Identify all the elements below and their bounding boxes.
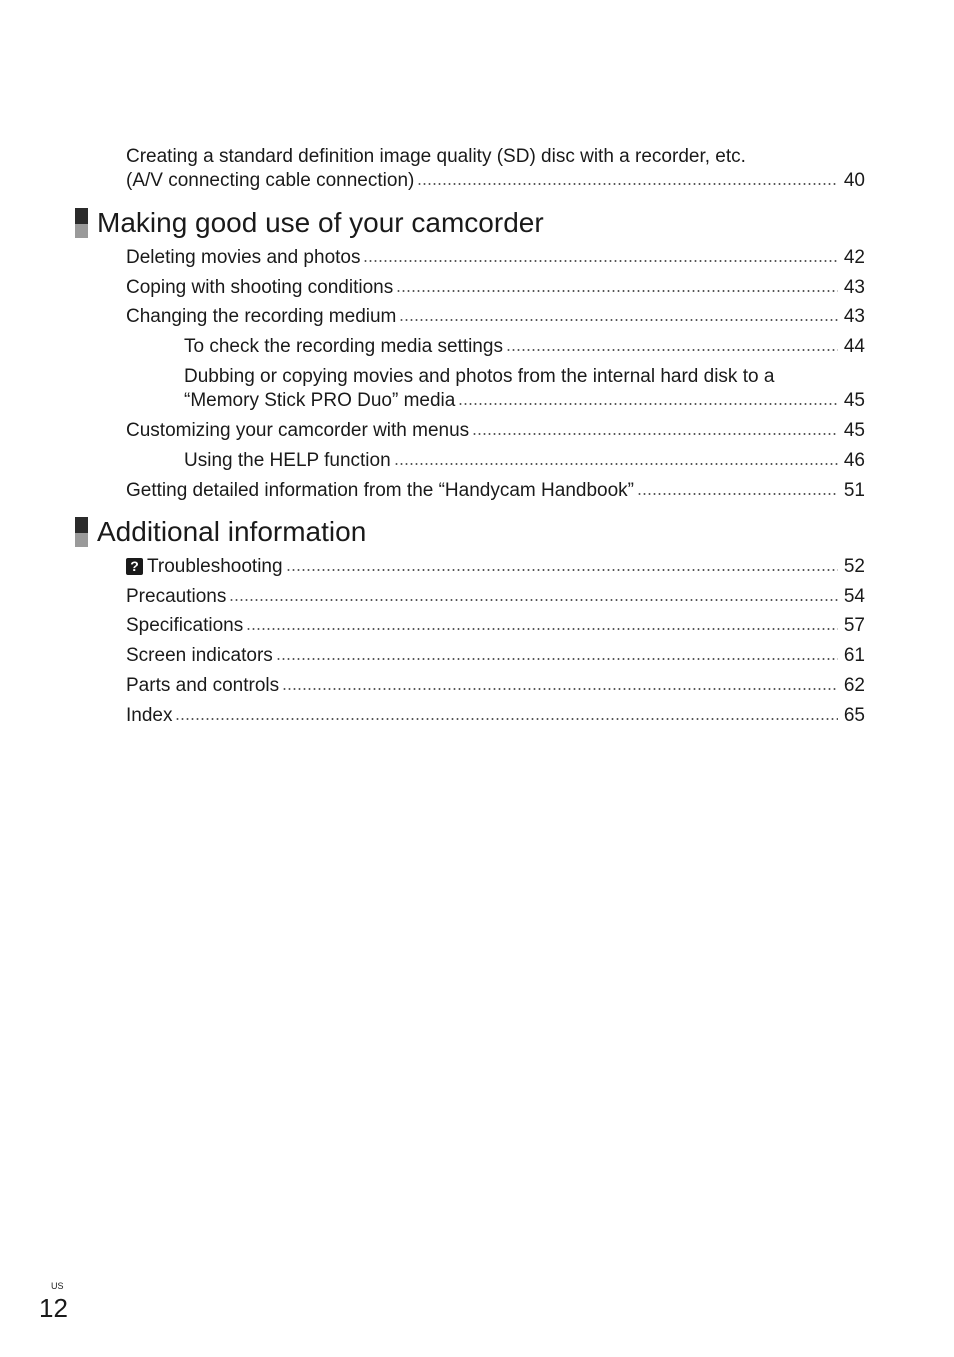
toc-entry-title-line1: Creating a standard definition image quality (SD) disc with a recorder, etc. [126, 146, 746, 167]
toc-entry-page: 65 [843, 705, 865, 726]
toc-entry-title-line1: Dubbing or copying movies and photos from the internal hard disk to a [184, 366, 775, 387]
toc-entry-title: Getting detailed information from the “Handycam Handbook” [126, 480, 634, 501]
toc-entry-title: Precautions [126, 586, 227, 607]
dot-leader [637, 492, 838, 496]
toc-entry-title: Customizing your camcorder with menus [126, 420, 470, 441]
toc-entry-troubleshooting[interactable] [126, 555, 865, 579]
toc-entry-title: (A/V connecting cable connection) [126, 170, 415, 191]
toc-entry-specifications[interactable] [126, 614, 865, 638]
toc-entry-page: 45 [843, 390, 865, 411]
toc-entry-title: Parts and controls [126, 675, 280, 696]
toc-entry-dubbing-copying[interactable] [184, 365, 865, 413]
toc-entry-title: Index [126, 705, 173, 726]
footer-page-number: 12 [39, 1293, 68, 1323]
dot-leader [175, 717, 837, 721]
dot-leader [399, 318, 837, 322]
toc-entry-title: Using the HELP function [184, 450, 391, 471]
toc-entry-page: 43 [843, 306, 865, 327]
toc-entry-precautions[interactable] [126, 585, 865, 609]
dot-leader [396, 289, 838, 293]
toc-entry-handycam-handbook[interactable] [126, 479, 865, 503]
toc-entry-parts-controls[interactable] [126, 674, 865, 698]
toc-entry-title: “Memory Stick PRO Duo” media [184, 390, 456, 411]
toc-entry-page: 42 [843, 247, 865, 268]
dot-leader [276, 657, 838, 661]
toc-entry-page: 45 [843, 420, 865, 441]
toc-entry-index[interactable] [126, 704, 865, 728]
toc-entry-page: 54 [843, 586, 865, 607]
toc-entry-page: 62 [843, 675, 865, 696]
dot-leader [417, 182, 838, 186]
toc-entry-title: Troubleshooting [147, 556, 283, 577]
toc-entry-screen-indicators[interactable] [126, 644, 865, 668]
toc-entry-title: Deleting movies and photos [126, 247, 361, 268]
section-title: Additional information [97, 516, 367, 547]
toc-entry-page: 51 [843, 480, 865, 501]
footer-language-code: US [51, 1281, 64, 1291]
toc-entry-page: 61 [843, 645, 865, 666]
toc-entry-page: 44 [843, 336, 865, 357]
dot-leader [246, 627, 838, 631]
toc-entry-help-function[interactable] [184, 449, 865, 473]
dot-leader [286, 568, 838, 572]
toc-entry-sd-disc[interactable] [126, 145, 865, 193]
toc-entry-title-wrap [126, 555, 283, 579]
dot-leader [458, 402, 838, 406]
toc-entry-check-media-settings[interactable] [184, 335, 865, 359]
dot-leader [506, 348, 838, 352]
dot-leader [282, 687, 838, 691]
toc-entry-page: 40 [843, 170, 865, 191]
section-title: Making good use of your camcorder [97, 207, 544, 238]
toc-entry-page: 57 [843, 615, 865, 636]
section-marker [75, 517, 88, 547]
toc-entry-title: Screen indicators [126, 645, 273, 666]
toc-entry-deleting-movies[interactable] [126, 246, 865, 270]
section-heading-additional-information [75, 515, 366, 549]
toc-entry-title: Specifications [126, 615, 244, 636]
dot-leader [472, 432, 838, 436]
toc-entry-title: To check the recording media settings [184, 336, 503, 357]
section-marker [75, 208, 88, 238]
dot-leader [394, 462, 838, 466]
toc-entry-customizing-menus[interactable] [126, 419, 865, 443]
toc-entry-title: Coping with shooting conditions [126, 277, 394, 298]
question-icon: ? [126, 558, 143, 575]
toc-entry-changing-medium[interactable] [126, 305, 865, 329]
dot-leader [229, 598, 838, 602]
toc-entry-title: Changing the recording medium [126, 306, 397, 327]
toc-entry-page: 46 [843, 450, 865, 471]
toc-entry-page: 52 [843, 556, 865, 577]
section-heading-making-good-use [75, 206, 544, 240]
toc-entry-coping-shooting[interactable] [126, 276, 865, 300]
toc-entry-page: 43 [843, 277, 865, 298]
dot-leader [363, 259, 837, 263]
